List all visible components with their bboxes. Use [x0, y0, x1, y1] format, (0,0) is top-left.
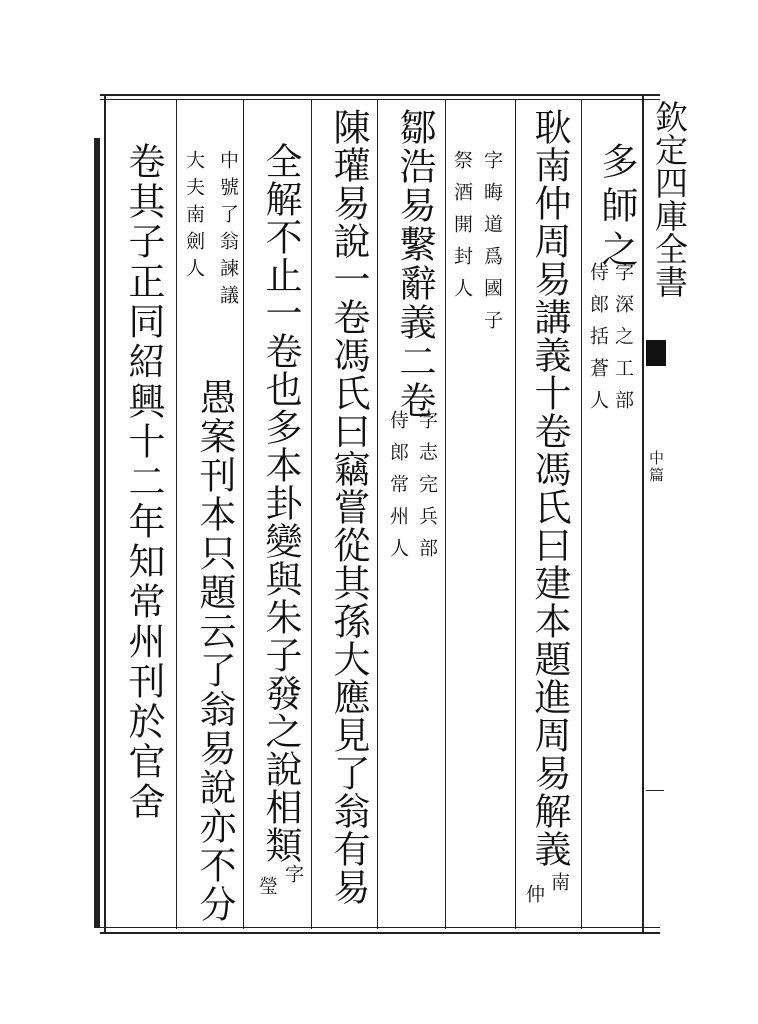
column-divider	[176, 99, 177, 929]
top-border	[100, 94, 660, 96]
text-column-8-main: 卷其子正同紹興十二年知常州刊於官舍	[122, 142, 165, 822]
text-column-1-main: 多師之	[595, 142, 638, 274]
margin-fishtail-mark	[646, 340, 666, 366]
text-column-7-note-right: 中號了翁諫議	[217, 150, 239, 312]
text-column-7-note-left: 大夫南劍人	[183, 150, 205, 285]
top-border-inner	[100, 99, 660, 100]
text-column-2-note-left: 仲	[523, 884, 545, 916]
text-column-3-note-left: 祭酒開封人	[451, 150, 473, 310]
column-divider	[377, 99, 378, 929]
text-column-1-note-left: 侍郎括蒼人	[587, 262, 609, 422]
text-column-1-note-right: 字深之工部	[612, 262, 634, 422]
book-title-header: 欽定四庫全書	[650, 100, 689, 298]
column-divider	[581, 99, 582, 929]
text-column-6-note-left: 瑩	[256, 876, 278, 908]
column-divider	[515, 99, 516, 929]
margin-tick	[646, 790, 664, 791]
text-column-2-main: 耿南仲周易講義十卷馮氏曰建本題進周易解義	[528, 108, 571, 868]
text-column-4-main: 鄒浩易繫辭義二卷	[393, 108, 436, 420]
column-divider	[311, 99, 312, 929]
section-label: 中篇	[647, 450, 665, 484]
column-divider	[243, 99, 244, 929]
text-column-2-note-right: 南	[548, 872, 570, 904]
text-column-4-note-right: 字志完兵部	[416, 410, 438, 570]
text-column-3-note-right: 字晦道爲國子	[481, 150, 503, 342]
bottom-border	[100, 932, 660, 934]
text-column-5-main: 陳瓘易說一卷馮氏曰竊嘗從其孫大應見了翁有易	[327, 108, 370, 906]
column-divider	[445, 99, 446, 929]
text-column-6-main: 全解不止一卷也多本卦變與朱子發之說相類	[259, 142, 302, 864]
text-column-7-main: 愚案刊本只題云了翁易說亦不分	[193, 378, 236, 924]
text-column-4-note-left: 侍郎常州人	[387, 410, 409, 570]
right-border	[642, 96, 644, 932]
text-column-6-note-right: 字	[282, 864, 304, 896]
left-border	[104, 96, 106, 932]
left-border-thick	[94, 138, 100, 928]
bottom-border-inner	[100, 927, 660, 928]
